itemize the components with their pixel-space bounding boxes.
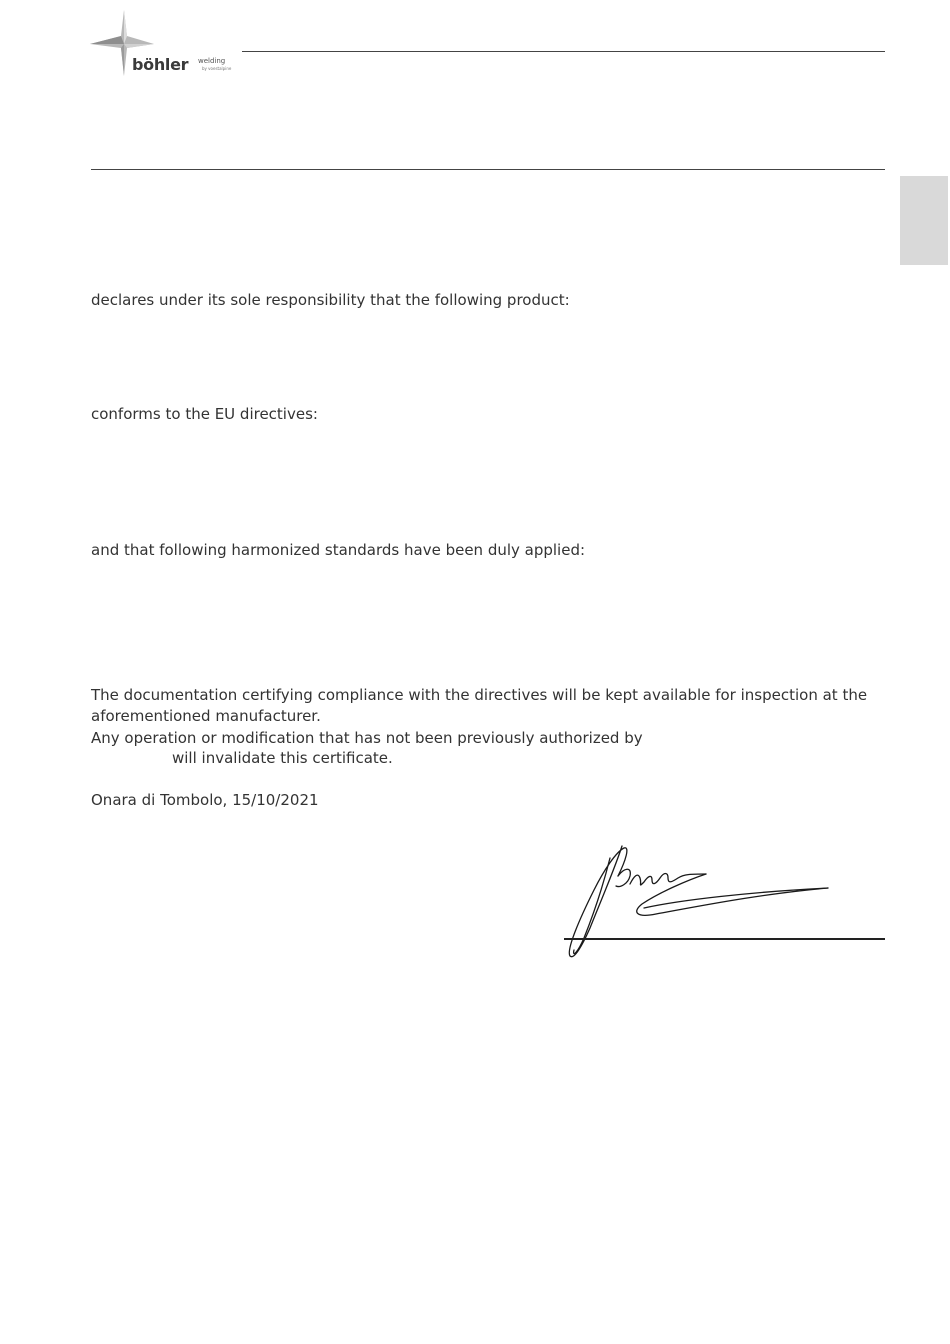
section-divider <box>91 169 885 170</box>
signature-line <box>564 938 885 940</box>
logo-wordmark: böhler <box>132 55 189 74</box>
documentation-text-line-1: The documentation certifying compliance with the directives will be kept available for inspection at the <box>91 686 868 704</box>
logo-tagline: by voestalpine <box>202 66 232 71</box>
logo-subtitle: welding <box>198 57 226 65</box>
declaration-statement: declares under its sole responsibility that the following product: <box>91 291 570 309</box>
handwritten-signature-icon <box>560 838 840 963</box>
brand-logo <box>90 8 242 78</box>
operation-text-line-2: will invalidate this certificate. <box>172 749 393 767</box>
standards-statement: and that following harmonized standards have been duly applied: <box>91 541 586 559</box>
operation-text-line-1: Any operation or modification that has not been previously authorized by <box>91 729 643 747</box>
header-divider <box>242 51 885 52</box>
documentation-text-line-2: aforementioned manufacturer. <box>91 707 321 725</box>
side-tab-marker <box>900 176 948 265</box>
directives-statement: conforms to the EU directives: <box>91 405 318 423</box>
place-and-date: Onara di Tombolo, 15/10/2021 <box>91 791 319 809</box>
